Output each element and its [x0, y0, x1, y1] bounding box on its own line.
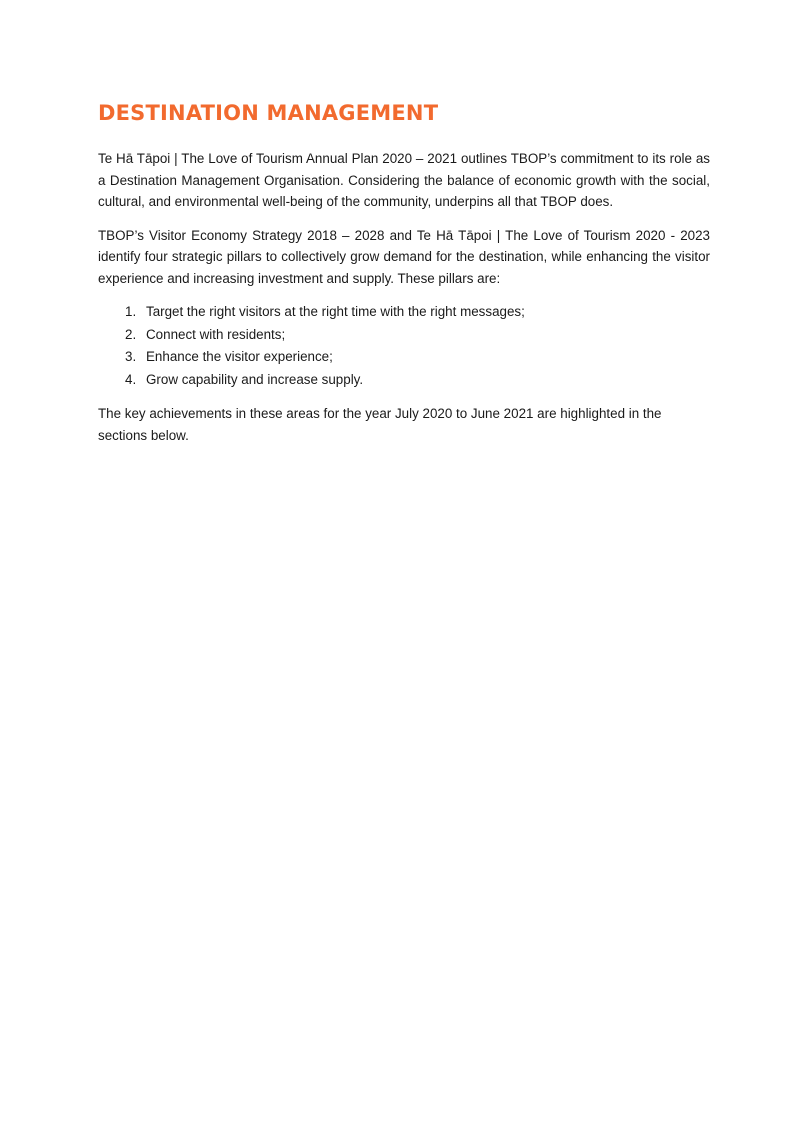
- list-item-text: Connect with residents;: [146, 326, 286, 342]
- list-item-text: Target the right visitors at the right time with the right messages;: [146, 304, 525, 319]
- list-item-text: Grow capability and increase supply.: [146, 371, 364, 387]
- list-item-number: 1.: [125, 304, 137, 319]
- list-item-number: 4.: [125, 371, 137, 387]
- list-item-number: 3.: [125, 349, 137, 364]
- list-item: [125, 346, 710, 368]
- list-item: [125, 369, 710, 391]
- list-item-text: Enhance the visitor experience;: [146, 349, 333, 364]
- intro-paragraph: Te Hā Tāpoi | The Love of Tourism Annual Plan 2020 – 2021 outlines TBOP’s commitment to its role as a Destination Management Organisation. Considering the balance of economic growth with the social, cultural, and environmental well-being of the community, underpins all that TBOP does.: [98, 151, 710, 209]
- list-item: [125, 324, 710, 346]
- pillars-list: [98, 301, 710, 390]
- list-item: [125, 301, 710, 323]
- closing-paragraph: The key achievements in these areas for the year July 2020 to June 2021 are highlighted in the sections below.: [98, 406, 662, 443]
- section-heading: DESTINATION MANAGEMENT: [98, 101, 439, 125]
- strategy-paragraph: TBOP’s Visitor Economy Strategy 2018 – 2028 and Te Hā Tāpoi | The Love of Tourism 2020 - 2023 identify four strategic pillars to collectively grow demand for the destination, while enhancing the visitor experience and increasing investment and supply. These pillars are:: [98, 227, 710, 286]
- list-item-number: 2.: [125, 326, 137, 342]
- document-page: [98, 100, 710, 458]
